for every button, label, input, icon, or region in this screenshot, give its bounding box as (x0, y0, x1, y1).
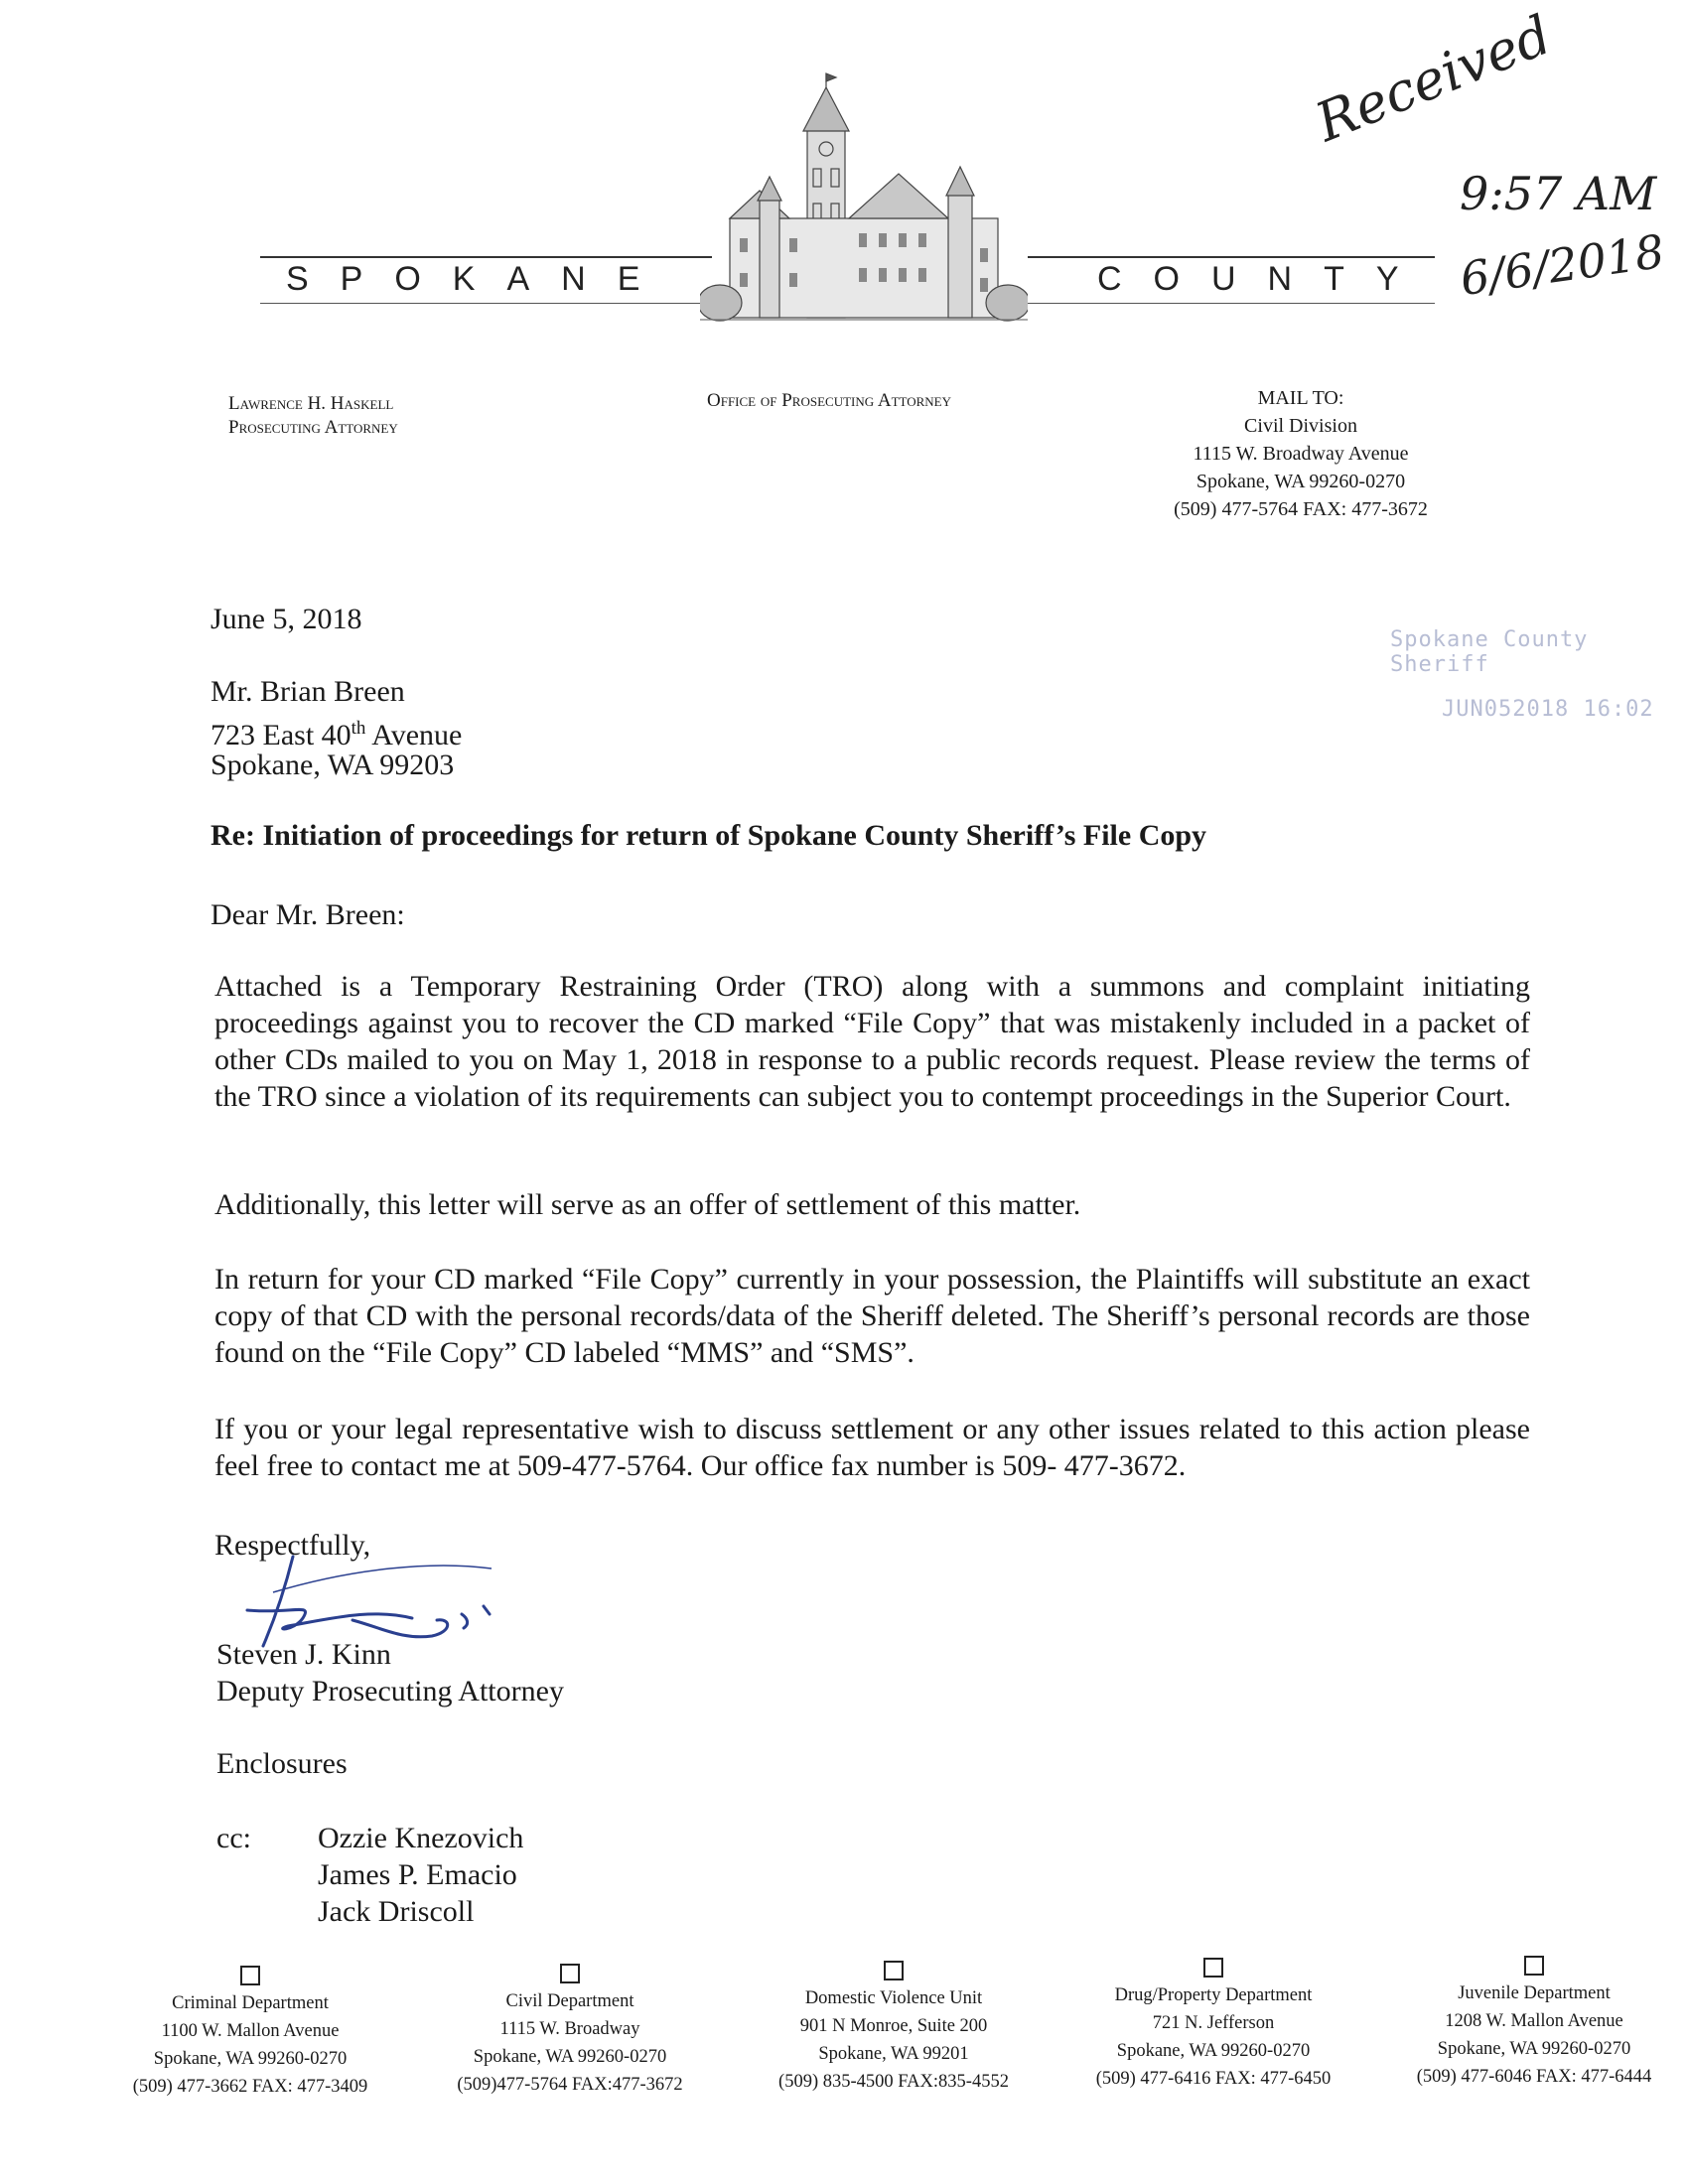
prosecutor-name: Lawrence H. Haskell (228, 393, 394, 414)
cc-recipient: James P. Emacio (318, 1858, 517, 1891)
footer-dept-street: 1115 W. Broadway (499, 2019, 640, 2039)
mail-to-division: Civil Division (1244, 415, 1357, 437)
handwritten-received: Received (1307, 3, 1560, 154)
checkbox-icon (1203, 1958, 1223, 1978)
footer-dept-criminal (111, 1966, 389, 2101)
recipient-city: Spokane, WA 99203 (211, 749, 455, 781)
footer-dept-name: Drug/Property Department (1114, 1985, 1313, 2005)
footer-dept-phone: (509) 477-6046 FAX: 477-6444 (1416, 2067, 1652, 2087)
paragraph-contact: If you or your legal representative wish to discuss settlement or any other issues related to this action please feel free to contact me at 509-477-5764. Our office fax number is 509- 477-3672. (214, 1413, 1530, 1482)
paragraph-tro: Attached is a Temporary Restraining Order (TRO) along with a summons and complaint initiating proceedings against you to recover the CD marked “File Copy” that was mistakenly included in a packet of other CDs mailed to you on May 1, 2018 in response to a public records request. Please review the terms of the TRO since a violation of its requirements can subject you to contempt proceedings in the Superior Court. (214, 970, 1530, 1113)
footer-dept-street: 1208 W. Mallon Avenue (1445, 2011, 1623, 2031)
mail-to-phone: (509) 477-5764 FAX: 477-3672 (1174, 498, 1428, 520)
letterhead-rule-left-top (260, 256, 712, 258)
cc-label: cc: (216, 1822, 251, 1854)
sheriff-received-stamp-line2: JUN052018 16:02 (1442, 697, 1654, 722)
signer-title: Deputy Prosecuting Attorney (216, 1675, 564, 1707)
cc-recipient: Jack Driscoll (318, 1895, 475, 1928)
letterhead-rule-left-bottom (260, 303, 712, 304)
footer-dept-city: Spokane, WA 99260-0270 (153, 2049, 348, 2069)
sheriff-received-stamp-line1: Spokane County Sheriff (1390, 627, 1589, 677)
footer-dept-civil (431, 1964, 709, 2099)
prosecutor-title: Prosecuting Attorney (228, 417, 398, 438)
footer-dept-drug-property (1074, 1958, 1352, 2093)
mail-to-city: Spokane, WA 99260-0270 (1196, 471, 1406, 492)
mail-to-label: MAIL TO: (1257, 387, 1344, 409)
handwritten-time: 9:57 AM (1460, 167, 1657, 220)
footer-dept-city: Spokane, WA 99201 (818, 2044, 969, 2064)
footer-dept-street: 1100 W. Mallon Avenue (161, 2021, 340, 2041)
handwritten-date: 6/6/2018 (1457, 223, 1668, 307)
recipient-street-ordinal: th (351, 718, 366, 739)
checkbox-icon (240, 1966, 260, 1985)
paragraph-settlement-offer: Additionally, this letter will serve as an offer of settlement of this matter. (214, 1188, 1081, 1221)
footer-dept-phone: (509)477-5764 FAX:477-3672 (457, 2075, 683, 2095)
letterhead-spokane: SPOKANE (286, 260, 672, 298)
recipient-street-number: 723 East 40 (211, 719, 352, 751)
footer-dept-juvenile (1395, 1956, 1673, 2091)
cc-recipient: Ozzie Knezovich (318, 1822, 524, 1854)
courthouse-illustration (700, 69, 1028, 338)
footer-dept-name: Civil Department (505, 1991, 634, 2011)
prosecutor-block (228, 392, 398, 440)
recipient-street-rest: Avenue (365, 719, 463, 751)
footer-dept-name: Criminal Department (172, 1993, 329, 2013)
footer-dept-name: Juvenile Department (1458, 1983, 1611, 2003)
letterhead-rule-right-bottom (1028, 303, 1435, 304)
office-name: Office of Prosecuting Attorney (707, 390, 951, 411)
footer-dept-street: 721 N. Jefferson (1152, 2013, 1275, 2033)
checkbox-icon (560, 1964, 580, 1983)
footer-dept-street: 901 N Monroe, Suite 200 (799, 2016, 988, 2036)
salutation: Dear Mr. Breen: (211, 898, 405, 931)
checkbox-icon (1524, 1956, 1544, 1976)
footer-dept-name: Domestic Violence Unit (804, 1988, 983, 2008)
footer-dept-city: Spokane, WA 99260-0270 (1437, 2039, 1631, 2059)
footer-dept-phone: (509) 477-6416 FAX: 477-6450 (1095, 2069, 1332, 2089)
footer-dept-city: Spokane, WA 99260-0270 (1116, 2041, 1311, 2061)
paragraph-cd-substitution: In return for your CD marked “File Copy” currently in your possession, the Plaintiffs will substitute an exact copy of that CD with the personal records/data of the Sheriff deleted. The Sheriff’s personal records are those found on the “File Copy” CD labeled “MMS” and “SMS”. (214, 1263, 1530, 1369)
letterhead-county: COUNTY (1097, 260, 1431, 298)
subject-line: Re: Initiation of proceedings for return of Spokane County Sheriff’s File Copy (211, 819, 1207, 852)
recipient-name: Mr. Brian Breen (211, 675, 405, 708)
footer-dept-city: Spokane, WA 99260-0270 (473, 2047, 667, 2067)
enclosures: Enclosures (216, 1747, 348, 1780)
signer-name: Steven J. Kinn (216, 1638, 391, 1671)
closing: Respectfully, (214, 1529, 371, 1562)
letterhead-rule-right-top (1028, 256, 1435, 258)
footer-dept-phone: (509) 477-3662 FAX: 477-3409 (132, 2077, 368, 2097)
mail-to-block (1107, 384, 1494, 523)
mail-to-street: 1115 W. Broadway Avenue (1193, 443, 1409, 465)
letter-date: June 5, 2018 (211, 603, 362, 635)
footer-dept-domestic-violence (755, 1961, 1033, 2096)
footer-dept-phone: (509) 835-4500 FAX:835-4552 (778, 2072, 1009, 2092)
checkbox-icon (884, 1961, 904, 1980)
